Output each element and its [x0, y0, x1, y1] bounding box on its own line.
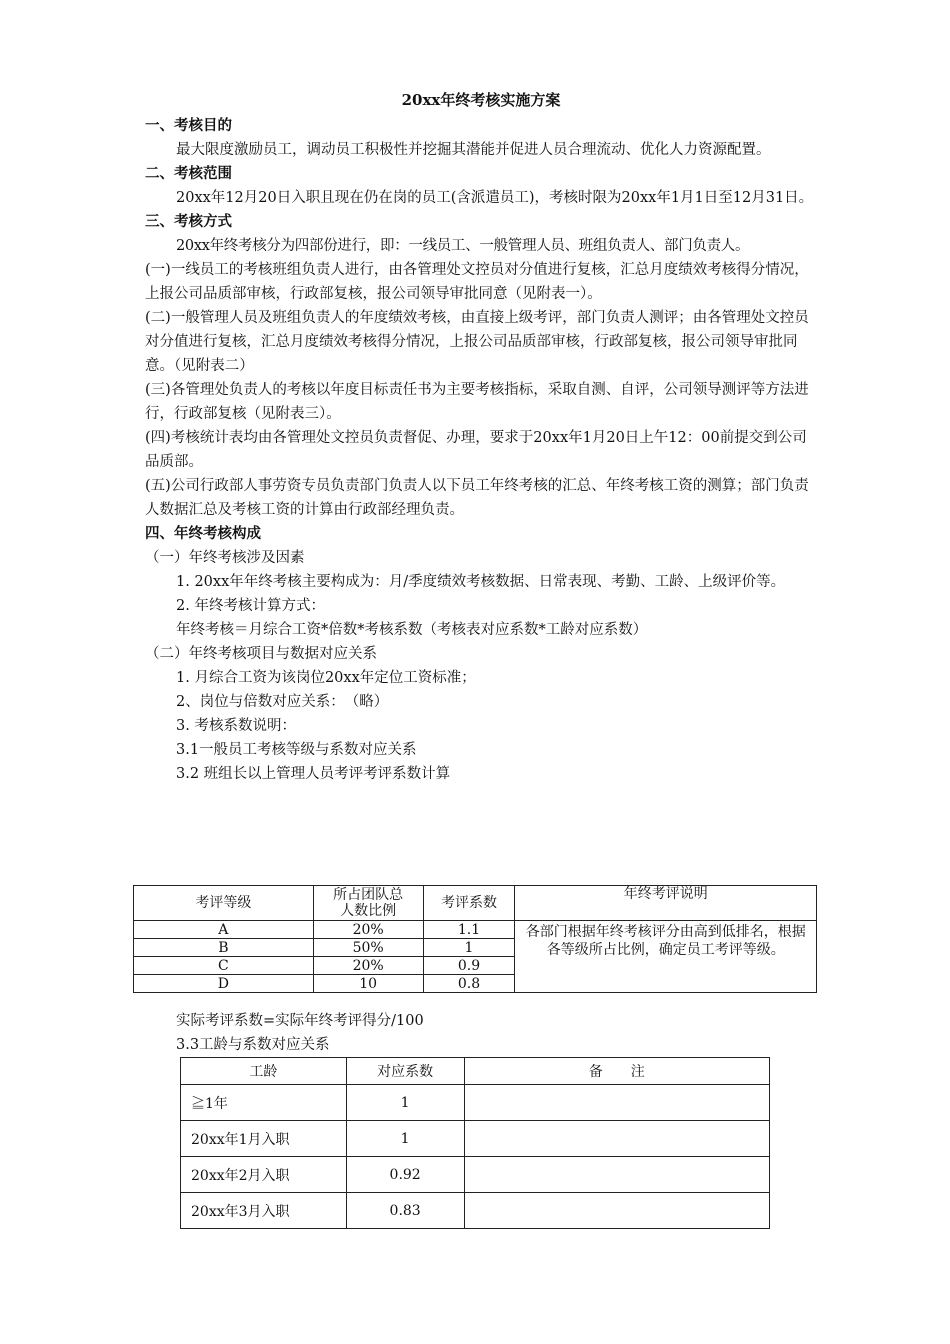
section-4-sub-2: （二）年终考核项目与数据对应关系 — [145, 646, 377, 662]
table-cell: 0.83 — [346, 1193, 464, 1229]
table-cell: 0.9 — [423, 957, 515, 975]
table-cell: C — [134, 957, 314, 975]
table-header-cell: 考评等级 — [134, 886, 314, 921]
table-cell: B — [134, 939, 314, 957]
section-3-intro: 20xx年终考核分为四部份进行，即：一线员工、一般管理人员、班组负责人、部门负责人。 — [176, 238, 750, 254]
section-4-sub-1-p1: 1. 20xx年年终考核主要构成为：月/季度绩效考核数据、日常表现、考勤、工龄、上级评价等。 — [176, 574, 786, 590]
table-cell: 20xx年1月入职 — [181, 1121, 347, 1157]
table-header-cell: 考评系数 — [423, 886, 515, 921]
page-title: 20xx年终考核实施方案 — [401, 91, 561, 109]
table-cell: ≧1年 — [181, 1085, 347, 1121]
table-cell: 10 — [313, 975, 423, 993]
table-header-row — [181, 1058, 770, 1085]
table-cell: D — [134, 975, 314, 993]
section-3-item-4: (四)考核统计表均由各管理处文控员负责督促、办理，要求于20xx年1月20日上午12：00前提交到公司品质部。 — [145, 430, 807, 470]
table-cell: 1 — [423, 939, 515, 957]
section-4-sub-2-p5: 3.2 班组长以上管理人员考评考评系数计算 — [176, 766, 451, 782]
section-2-body: 20xx年12月20日入职且现在仍在岗的员工(含派遣员工)，考核时限为20xx年1月1日至12月31日。 — [176, 190, 814, 206]
section-4-sub-1: （一）年终考核涉及因素 — [145, 550, 305, 566]
table-cell: 1 — [346, 1121, 464, 1157]
table-header-cell: 年终考评说明 — [515, 886, 817, 921]
seniority-heading: 3.3工龄与系数对应关系 — [176, 1037, 330, 1053]
table-cell — [464, 1193, 769, 1229]
section-4-sub-2-p2: 2、岗位与倍数对应关系： （略） — [176, 694, 389, 710]
table-cell: 20xx年3月入职 — [181, 1193, 347, 1229]
section-3-item-3: (三)各管理处负责人的考核以年度目标责任书为主要考核指标，采取自测、自评，公司领导测评等方法进行，行政部复核（见附表三）。 — [145, 382, 809, 422]
after-table-text — [176, 1009, 424, 1057]
seniority-coefficient-table — [180, 1057, 770, 1229]
section-4-sub-2-p1: 1. 月综合工资为该岗位20xx年定位工资标准； — [176, 670, 476, 686]
table-cell: 50% — [313, 939, 423, 957]
table-description-cell: 各部门根据年终考核评分由高到低排名，根据各等级所占比例，确定员工考评等级。 — [515, 921, 817, 993]
table-cell — [464, 1121, 769, 1157]
table-header-row — [134, 886, 817, 921]
table-row — [181, 1121, 770, 1157]
section-3-item-1: (一)一线员工的考核班组负责人进行，由各管理处文控员对分值进行复核，汇总月度绩效考核得分情况，上报公司品质部审核，行政部复核，报公司领导审批同意（见附表一）。 — [145, 262, 809, 302]
section-4-sub-2-p3: 3. 考核系数说明： — [176, 718, 296, 734]
table-cell: 20% — [313, 921, 423, 939]
coefficient-formula: 实际考评系数=实际年终考评得分/100 — [176, 1013, 424, 1029]
table-cell: 0.8 — [423, 975, 515, 993]
section-3-heading: 三、考核方式 — [145, 213, 232, 230]
table-cell — [464, 1085, 769, 1121]
table-header-cell: 备 注 — [464, 1058, 769, 1085]
grade-coefficient-table — [133, 885, 817, 993]
table-cell: 20xx年2月入职 — [181, 1157, 347, 1193]
table-header-cell: 工龄 — [181, 1058, 347, 1085]
table-cell: 1.1 — [423, 921, 515, 939]
table-header-cell: 所占团队总人数比例 — [313, 886, 423, 921]
section-3-item-2: (二)一般管理人员及班组负责人的年度绩效考核，由直接上级考评，部门负责人测评；由各管理处文控员对分值进行复核，汇总月度绩效考核得分情况，上报公司品质部审核，行政部复核，报公司领导审批同意。（见附表二） — [145, 310, 809, 374]
table-row — [134, 921, 817, 939]
table-cell: 20% — [313, 957, 423, 975]
section-1-body: 最大限度激励员工，调动员工积极性并挖掘其潜能并促进人员合理流动、优化人力资源配置。 — [176, 142, 771, 158]
table-row — [181, 1193, 770, 1229]
table-cell: 0.92 — [346, 1157, 464, 1193]
table-row — [181, 1085, 770, 1121]
section-3-item-5: (五)公司行政部人事劳资专员负责部门负责人以下员工年终考核的汇总、年终考核工资的测算；部门负责人数据汇总及考核工资的计算由行政部经理负责。 — [145, 478, 809, 518]
section-2-heading: 二、考核范围 — [145, 165, 232, 182]
table-cell — [464, 1157, 769, 1193]
table-cell: A — [134, 921, 314, 939]
section-4-sub-2-p4: 3.1一般员工考核等级与系数对应关系 — [176, 742, 417, 758]
section-1-heading: 一、考核目的 — [145, 117, 232, 134]
document-body — [145, 88, 817, 786]
table-header-cell: 对应系数 — [346, 1058, 464, 1085]
section-4-sub-1-p3: 年终考核＝月综合工资*倍数*考核系数（考核表对应系数*工龄对应系数） — [176, 622, 648, 638]
table-cell: 1 — [346, 1085, 464, 1121]
section-4-heading: 四、年终考核构成 — [145, 525, 261, 542]
table-row — [181, 1157, 770, 1193]
section-4-sub-1-p2: 2. 年终考核计算方式： — [176, 598, 325, 614]
